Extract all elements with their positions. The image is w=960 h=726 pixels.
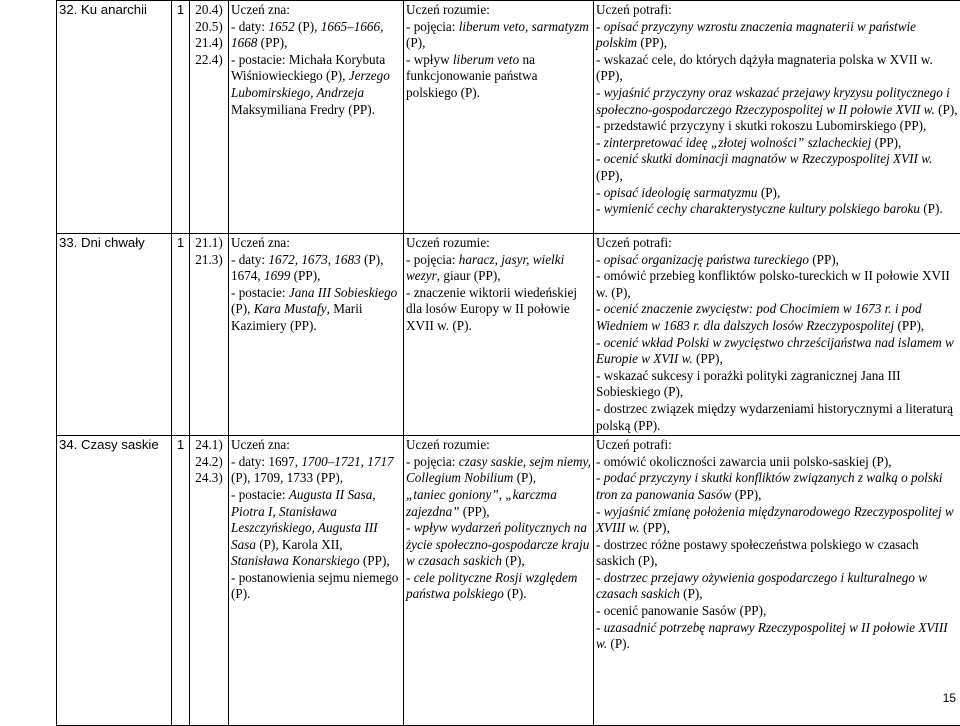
text-segment: 1672, 1673, 1683 [268,252,360,267]
requirements-cell [190,234,229,436]
understands-cell [404,234,594,436]
text-segment: - pojęcia: [406,252,459,267]
knows-cell [229,1,404,234]
text-segment: 1700–1721, 1717 [301,454,393,469]
text-segment: - wpływ wydarzeń politycznych na życie społeczno-gospodarcze kraju w czasach saskich [406,520,589,568]
text-segment: (PP), - postacie: [231,268,320,300]
text-segment: (P), Karola XII, [256,537,343,552]
can-text [596,454,958,653]
requirement-code: 21.4) [192,35,226,52]
text-segment: (PP), - dostrzec różne postawy społeczeństwa polskiego w czasach saskich (P), [596,520,919,568]
can-text [596,19,958,218]
text-segment: - uzasadnić potrzebę naprawy Rzeczypospolitej w II połowie XVIII w. [596,620,948,652]
text-segment: haracz, jasyr, wielki wezyr [406,252,564,284]
text-segment: - ocenić wkład Polski w zwycięstwo chrześcijaństwa nad islamem w Europie w XVII w. [596,335,954,367]
understands-heading: Uczeń rozumie: [406,2,591,19]
requirement-code: 21.1) [192,235,226,252]
lesson-topic-cell [57,1,172,234]
knows-text [231,252,401,335]
text-segment: (P), [502,553,525,568]
text-segment: (P), - przedstawić przyczyny i skutki rokoszu Lubomirskiego (PP), [596,102,958,134]
knows-text [231,454,401,603]
text-segment: (P), [231,301,254,316]
text-segment: - opisać ideologię sarmatyzmu [596,185,758,200]
text-segment: (PP), - omówić przebieg konfliktów polsko-tureckich w II połowie XVII w. (P), [596,252,950,300]
text-segment: - opisać organizację państwa tureckiego [596,252,809,267]
can-heading: Uczeń potrafi: [596,437,958,454]
requirements-cell [190,436,229,726]
requirement-code: 20.4) [192,2,226,19]
text-segment: (PP), - wskazać sukcesy i porażki polityki zagranicznej Jana III Sobieskiego (P), - dostrzec związek między wydarzeniami historycznymi a literaturą polską (PP). [596,351,953,432]
text-segment: - pojęcia: [406,19,459,34]
text-segment: (PP), [894,318,924,333]
text-segment: - daty: [231,19,268,34]
text-segment: 1699 [264,268,290,283]
knows-heading: Uczeń zna: [231,235,401,252]
text-segment: Kara Mustafy [254,301,327,316]
understands-heading: Uczeń rozumie: [406,437,591,454]
curriculum-table [56,0,960,726]
text-segment: Augusta II Sasa, Piotra I, Stanisława Leszczyńskiego, Augusta III Sasa [231,487,378,552]
text-segment: - omówić okoliczności zawarcia unii polsko-saskiej (P), [596,454,892,469]
text-segment: (P), [295,19,321,34]
requirement-code: 21.3) [192,252,226,269]
hours-cell [172,436,190,726]
can-heading: Uczeń potrafi: [596,2,958,19]
text-segment: (PP), [596,168,623,183]
text-segment: - cele polityczne Rosji względem państwa polskiego [406,570,577,602]
text-segment: - wyjaśnić przyczyny oraz wskazać przejawy kryzysu politycznego i społeczno-gospodarczego Rzeczypospolitej w II połowie XVII w. [596,85,950,117]
hours-cell [172,234,190,436]
requirement-code: 24.3) [192,470,226,487]
can-text [596,252,958,435]
table-row [57,1,960,234]
requirements-cell [190,1,229,234]
knows-heading: Uczeń zna: [231,2,401,19]
knows-heading: Uczeń zna: [231,437,401,454]
text-segment: liberum veto, sarmatyzm [459,19,589,34]
requirement-code: 20.5) [192,19,226,36]
can-cell [594,436,960,726]
text-segment: Jana III Sobieskiego [289,285,397,300]
lesson-topic: 33. Dni chwały [59,235,145,250]
page-number: 15 [943,691,956,705]
text-segment: , Marii Kazimiery (PP). [231,301,363,333]
lesson-hours: 1 [177,437,184,452]
text-segment: (PP), [460,504,490,519]
text-segment: , giaur (PP), - znaczenie wiktorii wiedeńskiej dla losów Europy w II połowie XVII w. (P). [406,268,577,333]
text-segment: 1665–1666, 1668 [231,19,383,51]
text-segment: - pojęcia: [406,454,459,469]
text-segment: (P), [513,470,536,485]
text-segment: (P), - ocenić panowanie Sasów (PP), [596,586,766,618]
understands-text [406,252,591,335]
can-heading: Uczeń potrafi: [596,235,958,252]
text-segment: Stanisława Konarskiego [231,553,360,568]
text-segment: (P). [920,201,943,216]
text-segment: - ocenić znaczenie zwycięstw: pod Chocimiem w 1673 r. i pod Wiedniem w 1683 r. dla dalszych losów Rzeczypospolitej [596,301,922,333]
understands-cell [404,1,594,234]
table-body [57,1,960,726]
text-segment: (P), 1674, [231,252,383,284]
can-cell [594,234,960,436]
knows-cell [229,436,404,726]
lesson-topic-cell [57,436,172,726]
text-segment: - zinterpretować ideę „złotej wolności” szlacheckiej [596,135,871,150]
understands-cell [404,436,594,726]
text-segment: liberum veto [453,52,519,67]
lesson-topic-cell [57,234,172,436]
text-segment: - podać przyczyny i skutki konfliktów związanych z walką o polski tron za panowania Sasów [596,470,942,502]
table-row [57,436,960,726]
text-segment: - daty: [231,252,268,267]
requirement-code: 22.4) [192,52,226,69]
text-segment: - daty: 1697, [231,454,301,469]
requirement-code: 24.2) [192,454,226,471]
text-segment: (P). [607,636,630,651]
text-segment: Maksymiliana Fredry (PP). [231,102,375,117]
knows-cell [229,234,404,436]
requirement-code: 24.1) [192,437,226,454]
text-segment: - ocenić skutki dominacji magnatów w Rzeczypospolitej XVII w. [596,151,932,166]
table-row [57,234,960,436]
understands-heading: Uczeń rozumie: [406,235,591,252]
understands-text [406,454,591,603]
understands-text [406,19,591,102]
lesson-topic: 32. Ku anarchii [59,2,147,17]
text-segment: (PP), [731,487,761,502]
text-segment: na funkcjonowanie państwa polskiego (P). [406,52,537,100]
text-segment: „taniec goniony”, „karczma zajezdna” [406,487,557,519]
text-segment: - wyjaśnić zmianę położenia międzynarodowego Rzeczypospolitej w XVIII w. [596,504,954,536]
knows-text [231,19,401,119]
text-segment: (PP), [257,35,287,50]
text-segment: Jerzego Lubomirskiego, Andrzeja [231,68,390,100]
lesson-hours: 1 [177,2,184,17]
can-cell [594,1,960,234]
text-segment: (PP), - wskazać cele, do których dążyła magnateria polska w XVII w. (PP), [596,35,933,83]
text-segment: (P), - wpływ [406,35,453,67]
text-segment: czasy saskie, sejm niemy, Collegium Nobilium [406,454,591,486]
text-segment: (PP), - postanowienia sejmu niemego (P). [231,553,398,601]
text-segment: 1652 [268,19,294,34]
text-segment: (P). [504,586,527,601]
lesson-hours: 1 [177,235,184,250]
text-segment: - wymienić cechy charakterystyczne kultury polskiego baroku [596,201,920,216]
lesson-topic: 34. Czasy saskie [59,437,159,452]
text-segment: (P), [758,185,781,200]
text-segment: - dostrzec przejawy ożywienia gospodarczego i kulturalnego w czasach saskich [596,570,927,602]
hours-cell [172,1,190,234]
text-segment: - opisać przyczyny wzrostu znaczenia magnaterii w państwie polskim [596,19,916,51]
text-segment: (P), 1709, 1733 (PP), - postacie: [231,470,343,502]
text-segment: - postacie: Michała Korybuta Wiśniowieckiego (P), [231,52,385,84]
text-segment: (PP), [871,135,901,150]
